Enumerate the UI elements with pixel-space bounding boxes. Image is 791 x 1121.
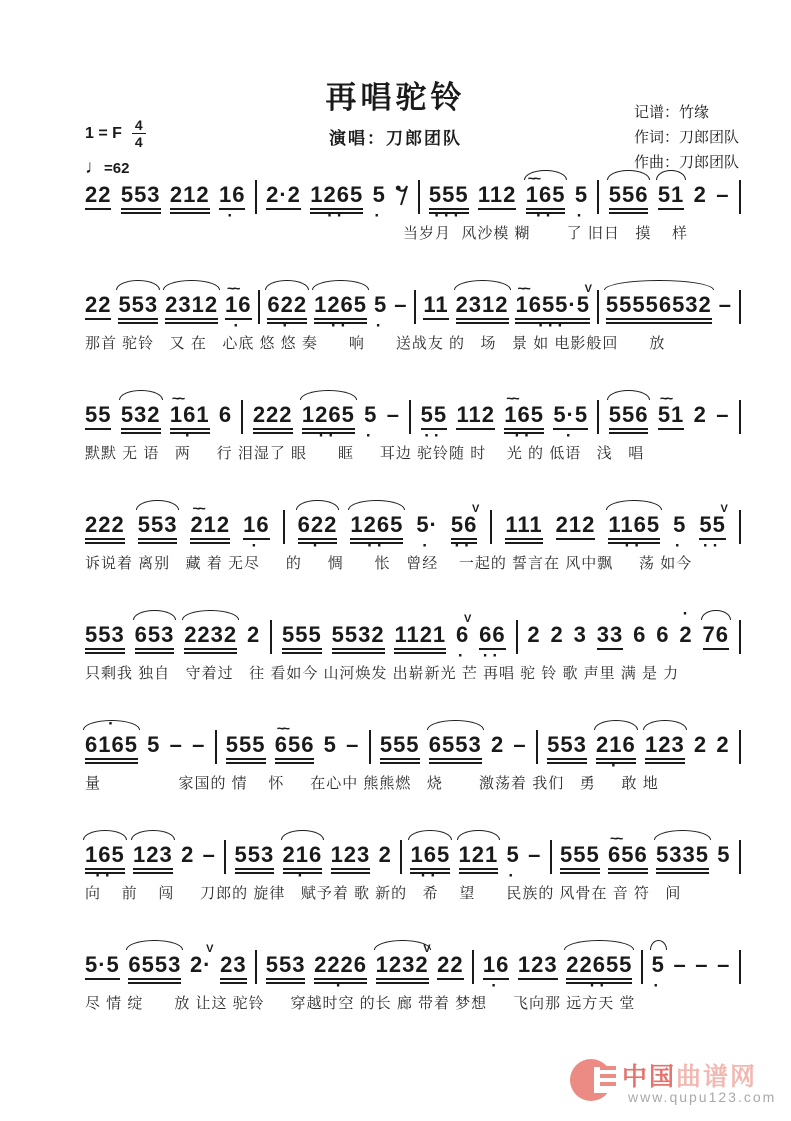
note-group: – <box>192 732 206 757</box>
note-group: – <box>386 402 400 427</box>
music-system <box>85 710 741 820</box>
low-octave-dots: ·· <box>482 646 503 665</box>
note-group: 22 <box>85 182 111 210</box>
bar-line <box>283 510 285 544</box>
note-group: 5·5 <box>85 952 120 980</box>
notes-row <box>85 943 741 995</box>
breath-mark-icon: V <box>584 283 593 295</box>
note-group: 23 <box>220 952 246 984</box>
slur-arc <box>296 500 340 510</box>
note-group: 5 <box>323 732 337 757</box>
note-group: 555 ··· <box>428 182 469 225</box>
slur-arc <box>83 830 127 840</box>
slur-arc <box>650 940 667 950</box>
qupu-logo-icon <box>570 1059 622 1105</box>
low-octave-dots: · <box>374 206 385 225</box>
low-octave-dots: · <box>653 976 664 995</box>
slur-arc <box>133 610 177 620</box>
note-group: 5 · <box>506 842 520 885</box>
note-group: 1265 ·· <box>310 182 364 225</box>
music-system <box>85 270 741 380</box>
note-group: 2312 <box>456 292 509 324</box>
note-group: – <box>528 842 542 867</box>
slur-arc <box>131 830 175 840</box>
slur-arc <box>594 720 638 730</box>
note-group: 2 <box>693 732 708 757</box>
lyrics-line: 量 家国的 情 怀 在心中 熊熊燃 烧 激荡着 我们 勇 敢 地 <box>85 775 659 792</box>
bar-line <box>414 290 416 324</box>
note-group: 2 <box>247 622 261 647</box>
slur-arc <box>457 830 501 840</box>
slur-arc <box>454 280 511 290</box>
note-group: – <box>346 732 360 757</box>
note-group: 16 ~~ · <box>225 292 251 320</box>
bar-line <box>241 400 243 434</box>
note-group: 6 V · <box>456 622 469 648</box>
slur-arc <box>654 830 711 840</box>
low-octave-dots: ·· <box>420 866 440 885</box>
note-group: 16 · <box>482 952 510 995</box>
note-group: 6553 <box>128 952 181 984</box>
note-group: 553 <box>118 292 158 324</box>
bar-line <box>215 730 217 764</box>
note-group: 553 <box>138 512 178 544</box>
bar-line <box>224 840 226 874</box>
mordent-icon: ~~ <box>171 390 183 406</box>
breath-mark-icon: V <box>463 613 473 625</box>
note-group: 5 · <box>373 292 388 335</box>
low-octave-dots: ·· <box>514 426 534 445</box>
bar-line <box>255 180 257 214</box>
note-group: 165 ·· <box>410 842 450 874</box>
bar-line <box>409 400 411 434</box>
note-group: 2 <box>693 182 707 207</box>
breath-mark-icon: V <box>720 503 729 515</box>
note-group: 216 · <box>596 732 636 764</box>
note-group: 123 <box>645 732 685 764</box>
note-group: 161 ~~ · <box>170 402 210 434</box>
high-octave-dot: · <box>108 714 115 733</box>
bar-line <box>516 620 518 654</box>
note-group: 55556532 <box>606 292 712 324</box>
slur-arc <box>119 390 163 400</box>
music-system <box>85 160 741 270</box>
slur-arc <box>182 610 239 620</box>
note-group: 2 <box>378 842 392 867</box>
note-group: 111 <box>505 512 542 544</box>
lyrics-line: 当岁月 风沙模 糊 了 旧日 摸 样 <box>403 225 689 242</box>
tempo-value: =62 <box>104 160 130 177</box>
notation-area <box>85 160 741 1040</box>
note-group: 2 <box>527 622 541 647</box>
note-group: 2 <box>716 732 730 757</box>
low-octave-dots: ·· <box>367 536 387 555</box>
note-group: 33 <box>597 622 623 650</box>
bar-line <box>739 730 741 764</box>
note-group: 121 <box>459 842 499 874</box>
low-octave-dots: · <box>335 976 346 995</box>
low-octave-dots: · <box>375 316 386 335</box>
low-octave-dots: ·· <box>454 536 474 555</box>
performer-line: 演唱：刀郎团队 <box>329 129 462 148</box>
slur-arc <box>374 940 431 950</box>
slur-arc <box>312 280 369 290</box>
low-octave-dots: ·· <box>535 206 556 225</box>
song-title: 再唱驼铃 <box>325 80 466 116</box>
note-group: 123 <box>518 952 558 980</box>
note-group: 212 <box>170 182 210 214</box>
slur-arc <box>643 720 687 730</box>
note-group: 656 ~~ <box>608 842 648 874</box>
low-octave-dots: · <box>565 426 576 445</box>
bar-line <box>641 950 643 984</box>
music-system <box>85 600 741 710</box>
music-system <box>85 820 741 930</box>
note-group: 2·2 <box>266 182 301 210</box>
credit-lyricist: 作词：刀郎团队 <box>634 129 740 146</box>
low-octave-dots: · <box>365 426 376 445</box>
note-group: 76 <box>703 622 729 650</box>
note-group: 165 ~~ ·· <box>504 402 544 434</box>
note-group: 112 <box>478 182 517 210</box>
note-group: 11 <box>423 292 448 320</box>
note-group: 66 ·· <box>479 622 506 665</box>
note-group: 5·5 · <box>553 402 589 445</box>
low-octave-dots: ·· <box>318 426 338 445</box>
note-group: 6 <box>633 622 647 647</box>
mordent-icon: ~~ <box>527 170 539 186</box>
note-group: 656 ~~ <box>275 732 315 764</box>
slur-arc <box>265 280 309 290</box>
note-group: 5 · <box>372 182 386 225</box>
note-group: 622 · <box>298 512 338 544</box>
bar-line <box>739 400 741 434</box>
low-octave-dots: · <box>491 976 501 995</box>
watermark <box>570 1057 785 1115</box>
note-group: 165 ·· <box>85 842 125 874</box>
mordent-icon: ~~ <box>506 390 517 406</box>
note-group: 6 <box>656 622 670 647</box>
key-signature: 1 = F <box>85 124 122 142</box>
slur-arc <box>564 940 634 950</box>
note-group: 2· V <box>190 952 212 978</box>
note-group: 5 · <box>652 952 665 978</box>
mordent-icon: ~~ <box>659 390 671 406</box>
note-group: – <box>695 952 709 977</box>
low-octave-dots: · <box>312 536 323 555</box>
notes-row <box>85 604 741 665</box>
music-system <box>85 380 741 490</box>
note-group: 5 <box>147 732 161 757</box>
quarter-note-icon: ♩ <box>85 157 104 178</box>
watermark-site-name: 中国曲谱网 <box>622 1062 758 1091</box>
mordent-icon: ~~ <box>276 720 288 736</box>
bar-line <box>597 400 599 434</box>
note-group: 555 <box>282 622 322 654</box>
low-octave-dots: · <box>422 536 432 555</box>
note-group: 1265 ·· <box>302 402 355 434</box>
note-group: 5335 <box>656 842 709 874</box>
note-group: – <box>513 732 527 757</box>
note-group: 5532 <box>332 622 385 654</box>
low-octave-dots: ·· <box>330 316 351 335</box>
note-group: 1165 ·· <box>608 512 660 544</box>
note-group: 222 <box>85 512 125 544</box>
note-group: 653 <box>135 622 175 654</box>
slur-arc <box>136 500 180 510</box>
note-group: 2 <box>490 732 505 757</box>
note-group: 553 <box>547 732 587 764</box>
note-group: 555 <box>226 732 266 764</box>
low-octave-dots: · <box>233 316 244 335</box>
slur-arc <box>656 170 686 180</box>
bar-line <box>255 950 257 984</box>
note-group: 2 <box>181 842 195 867</box>
bar-line <box>739 290 741 324</box>
note-group: 6 <box>218 402 233 427</box>
note-group: 2226 · <box>314 952 368 995</box>
bar-line <box>739 620 741 654</box>
low-octave-dots: ·· <box>624 536 644 555</box>
note-group: 55 <box>85 402 111 430</box>
note-group: 2 <box>693 402 707 427</box>
note-group: – <box>202 842 216 867</box>
lyrics-line: 默默 无 语 两 行 泪湿了 眼 眶 耳边 驼铃随 时 光 的 低语 浅 唱 <box>85 445 645 462</box>
notes-row <box>85 500 741 555</box>
bar-line <box>258 290 260 324</box>
slur-arc <box>300 390 357 400</box>
mordent-icon: ~~ <box>192 500 203 516</box>
note-group: 556 <box>609 402 649 434</box>
note-group: 16 · <box>218 182 246 225</box>
slur-arc <box>701 610 731 620</box>
low-octave-dots: · <box>611 756 621 775</box>
low-octave-dots: ·· <box>424 426 444 445</box>
mordent-icon: ~~ <box>610 830 621 846</box>
slur-arc <box>348 500 405 510</box>
slur-arc <box>606 500 662 510</box>
note-group: 553 <box>235 842 275 874</box>
note-group: 22 <box>85 292 111 320</box>
bar-line <box>739 180 741 214</box>
note-group: 56 V ·· <box>451 512 477 544</box>
low-octave-dots: · <box>297 866 308 885</box>
music-system <box>85 490 741 600</box>
note-group: 6553 <box>429 732 482 764</box>
note-group: 51 <box>658 182 684 210</box>
low-octave-dots: · <box>251 536 262 555</box>
note-group: 165 ~~ ·· <box>526 182 566 214</box>
note-group: 2 <box>550 622 564 647</box>
notes-row <box>85 170 741 225</box>
meter-numerator: 4 <box>132 118 146 134</box>
low-octave-dots: ·· <box>327 206 347 225</box>
slur-arc <box>604 280 714 290</box>
slur-arc <box>126 940 183 950</box>
breath-mark-icon: V <box>423 943 432 955</box>
note-group: – <box>394 292 408 317</box>
slur-arc <box>607 170 651 180</box>
notes-row <box>85 390 741 445</box>
music-system <box>85 930 741 1040</box>
watermark-url: www.qupu123.com <box>628 1089 777 1105</box>
bar-line <box>270 620 272 654</box>
note-group: 212 ~~ <box>190 512 230 544</box>
note-group: – <box>718 292 732 317</box>
note-group: 112 <box>456 402 495 430</box>
low-octave-dots: · <box>576 206 587 225</box>
note-group: – <box>673 952 687 977</box>
credit-notation: 记谱：竹缘 <box>634 104 710 121</box>
bar-line <box>369 730 371 764</box>
notes-row <box>85 280 741 335</box>
meter-denominator: 4 <box>134 134 143 150</box>
note-group: 553 <box>121 182 161 214</box>
note-group: 555 <box>380 732 420 764</box>
notes-row <box>85 714 741 775</box>
slur-arc <box>281 830 325 840</box>
note-group: 1121 <box>394 622 446 654</box>
bar-line <box>550 840 552 874</box>
note-group: 123 <box>133 842 173 874</box>
note-group: 1232 V <box>376 952 429 984</box>
note-group: 553 <box>85 622 125 654</box>
note-group: 123 <box>331 842 371 874</box>
note-group: 3 <box>573 622 587 647</box>
bar-line <box>490 510 492 544</box>
credit-composer: 作曲：刀郎团队 <box>634 154 740 171</box>
note-group: 51 ~~ <box>658 402 684 430</box>
note-group: 5 · <box>364 402 378 445</box>
note-group: 555 <box>560 842 600 874</box>
slur-arc <box>427 720 484 730</box>
note-group: 216 · <box>283 842 323 874</box>
low-octave-dots: ·· <box>589 976 609 995</box>
note-group: 2312 <box>165 292 218 324</box>
lyrics-line: 向 前 闯 刀郎的 旋律 赋予着 歌 新的 希 望 民族的 风骨在 音 符 间 <box>85 885 682 902</box>
bar-line <box>418 180 420 214</box>
note-group: 1265 ·· <box>350 512 403 544</box>
low-octave-dots: ·· <box>702 536 723 555</box>
note-group: 5 <box>717 842 731 867</box>
note-group: 556 <box>609 182 649 214</box>
note-group: 6165 · <box>85 732 138 764</box>
bar-line <box>739 840 741 874</box>
bar-line <box>739 950 741 984</box>
low-octave-dots: · <box>457 646 468 665</box>
bar-line <box>536 730 538 764</box>
slur-arc <box>408 830 452 840</box>
bar-line <box>739 510 741 544</box>
bar-line <box>597 290 599 324</box>
low-octave-dots: · <box>674 536 685 555</box>
bar-line <box>400 840 402 874</box>
note-group: 16 · <box>243 512 270 555</box>
breath-mark-icon: V <box>206 943 215 955</box>
note-group: 22 <box>437 952 463 980</box>
low-octave-dots: · <box>508 866 518 885</box>
notes-row <box>85 830 741 885</box>
note-group: 22655 ·· <box>566 952 632 984</box>
note-group: 2232 <box>184 622 237 654</box>
note-group: – <box>717 952 731 977</box>
slur-arc <box>607 390 651 400</box>
time-signature <box>132 118 146 149</box>
note-group: 5· · <box>416 512 438 555</box>
slur-arc <box>163 280 220 290</box>
lyrics-line: 尽 情 绽 放 让这 驼铃 穿越时空 的长 廊 带着 梦想 飞向那 远方天 堂 <box>85 995 636 1012</box>
low-octave-dots: ·· <box>95 866 115 885</box>
low-octave-dots: ··· <box>538 316 568 335</box>
note-group: 222 <box>253 402 293 434</box>
note-group: – <box>169 732 183 757</box>
mordent-icon: ~~ <box>517 280 528 296</box>
low-octave-dots: ··· <box>434 206 464 225</box>
bar-line <box>472 950 474 984</box>
note-group: 1655·5 ~~ V ··· <box>515 292 590 324</box>
note-group: 622 · <box>267 292 307 324</box>
note-group: 1265 ·· <box>314 292 367 324</box>
high-octave-dot: · <box>682 604 690 623</box>
note-group: 55 ·· <box>420 402 448 445</box>
note-group: 5 · <box>574 182 589 225</box>
breath-mark-icon: V <box>472 503 481 515</box>
note-group: 2 · <box>679 604 693 647</box>
note-group: 553 <box>266 952 306 984</box>
low-octave-dots: · <box>282 316 293 335</box>
note-group: 55 V ·· <box>699 512 725 540</box>
lyrics-line: 那首 驼铃 又 在 心底 悠 悠 奏 响 送战友 的 场 景 如 电影般回 放 <box>85 335 666 352</box>
eighth-rest-icon <box>395 182 408 211</box>
mordent-icon: ~~ <box>227 280 238 296</box>
note-group: – <box>716 182 730 207</box>
note-group: – <box>716 402 730 427</box>
lyrics-line: 诉说着 离别 藏 着 无尽 的 惆 怅 曾经 一起的 誓言在 风中飘 荡 如今 <box>85 555 693 572</box>
slur-arc <box>116 280 160 290</box>
note-group: 5 · <box>673 512 687 555</box>
note-group: 532 <box>121 402 161 434</box>
lyrics-line: 只剩我 独自 守着过 往 看如今 山河焕发 出崭新光 芒 再唱 驼 铃 歌 声里 满 是 力 <box>85 665 680 682</box>
low-octave-dots: · <box>184 426 195 445</box>
bar-line <box>597 180 599 214</box>
low-octave-dots: · <box>227 206 238 225</box>
note-group: 212 <box>556 512 596 540</box>
